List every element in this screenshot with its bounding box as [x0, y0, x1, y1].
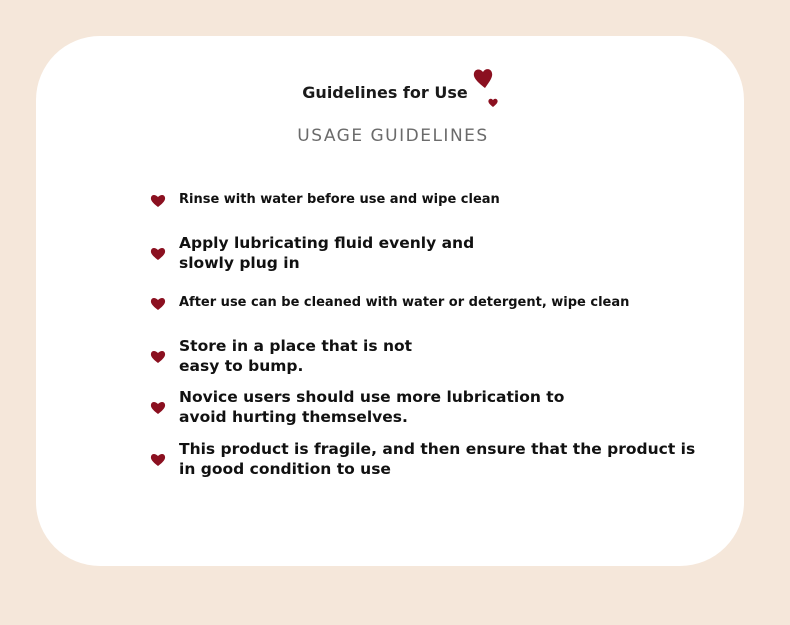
guideline-text: Apply lubricating fluid evenly and slowly plug in: [179, 234, 475, 272]
heart-icon: [150, 349, 166, 364]
heart-icon: [150, 400, 166, 415]
page-title: Guidelines for Use: [302, 83, 468, 102]
guideline-item: [150, 387, 564, 427]
guideline-text: Rinse with water before use and wipe clean: [179, 192, 500, 207]
guideline-item: [150, 439, 695, 479]
page-subtitle: USAGE GUIDELINES: [297, 126, 489, 146]
heart-icon: [150, 296, 166, 311]
guideline-item: [150, 293, 629, 313]
guideline-text: After use can be cleaned with water or detergent, wipe clean: [179, 295, 630, 310]
guideline-text: Store in a place that is not easy to bump.: [179, 337, 413, 375]
guideline-item: [150, 190, 500, 210]
heart-icon: [150, 452, 166, 467]
guideline-item: [150, 233, 474, 273]
guideline-text: Novice users should use more lubrication to avoid hurting themselves.: [179, 388, 565, 426]
decorative-hearts-icon: [472, 64, 502, 110]
guideline-text: This product is fragile, and then ensure that the product is in good condition to use: [179, 440, 696, 478]
heart-icon: [150, 193, 166, 208]
guideline-item: [150, 336, 412, 376]
heart-icon: [150, 246, 166, 261]
